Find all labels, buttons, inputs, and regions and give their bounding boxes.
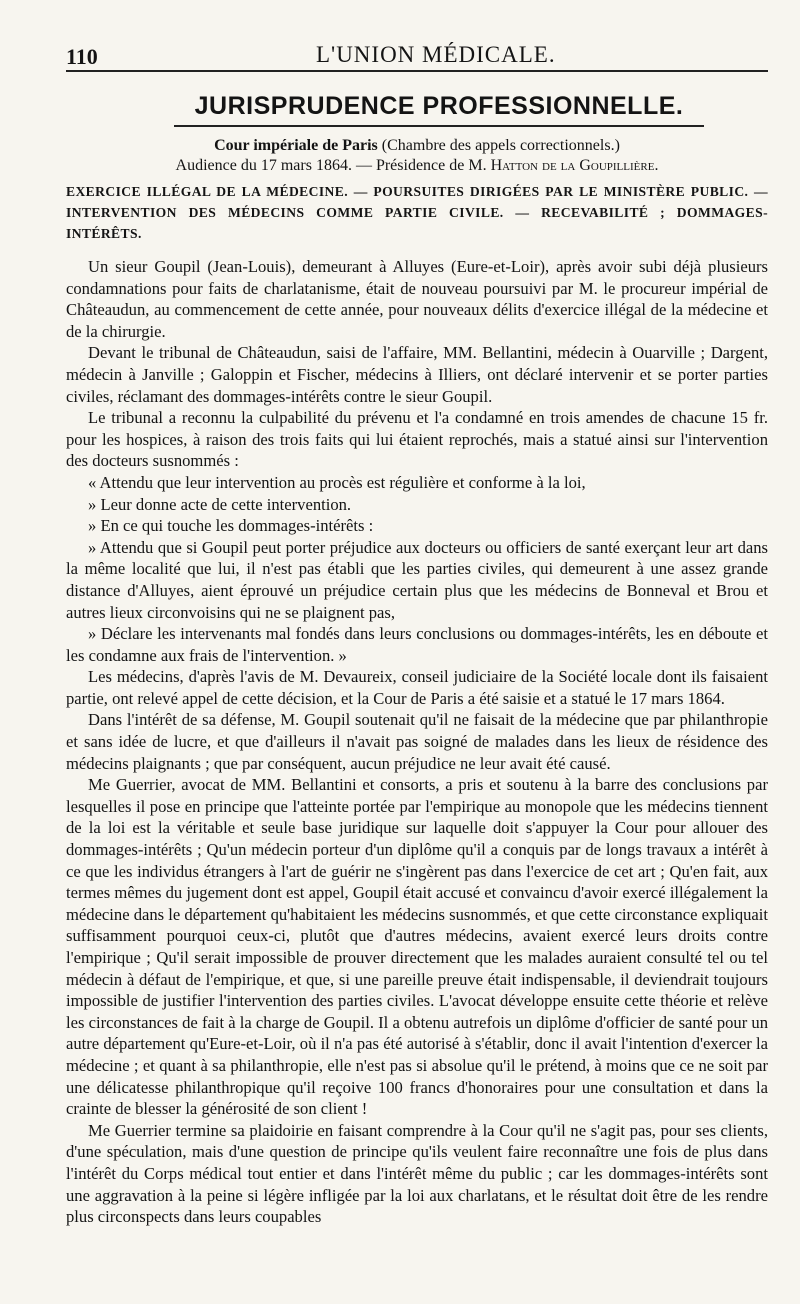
court-chamber: (Chambre des appels correctionnels.)	[377, 137, 620, 154]
page-number: 110	[66, 44, 98, 69]
judgment-quote: » Leur donne acte de cette intervention.	[88, 494, 352, 514]
audience-suffix: .	[654, 157, 659, 174]
judgment-quote: « Attendu que leur intervention au procès est régulière et conforme à la loi,	[88, 472, 586, 492]
judgment-quote: » Déclare les intervenants mal fondés dans leurs conclusions ou dommages-intérêts, les en déboute et les condamne aux frais de l'intervention. »	[66, 624, 768, 665]
paragraph: Dans l'intérêt de sa défense, M. Goupil soutenait qu'il ne faisait de la médecine que par philanthropie et sans idée de lucre, et que d'ailleurs il n'avait pas soigné de malades dans les lieux de résidence des médecins plaignants ; que par conséquent, aucun préjudice ne leur avait été causé.	[66, 710, 768, 773]
running-head: L'UNION MÉDICALE.	[316, 42, 556, 67]
case-headline: EXERCICE ILLÉGAL DE LA MÉDECINE. — POURSUITES DIRIGÉES PAR LE MINISTÈRE PUBLIC. — INTERVENTION DES MÉDECINS COMME PARTIE CIVILE. — RECEVABILITÉ ; DOMMAGES-INTÉRÊTS.	[66, 184, 768, 241]
paragraph: Me Guerrier termine sa plaidoirie en faisant comprendre à la Cour qu'il ne s'agit pas, pour ses clients, d'une spéculation, mais d'une question de principe qu'ils veulent faire reconnaître une fois de plus dans l'intérêt du Corps médical tout entier et dans l'intérêt même du public ; car les dommages-intérêts sont une aggravation à la peine si légère infligée par la loi aux charlatans, et le résultat doit être de les rendre plus circonspects dans leurs coupables	[66, 1120, 768, 1227]
paragraph: Les médecins, d'après l'avis de M. Devaureix, conseil judiciaire de la Société locale dont ils faisaient partie, ont relevé appel de cette décision, et la Cour de Paris a été saisie et a statué le 17 mars 1864.	[66, 667, 768, 708]
judgment-quote: » En ce qui touche les dommages-intérêts :	[88, 516, 374, 536]
court-name: Cour impériale de Paris	[214, 137, 378, 154]
paragraph: Le tribunal a reconnu la culpabilité du prévenu et l'a condamné en trois amendes de chacune 15 fr. pour les hospices, à raison des trois faits qui lui étaient reprochés, mais a statué ainsi sur l'intervention des docteurs susnommés :	[66, 408, 768, 471]
audience-prefix: Audience du 17 mars 1864. — Présidence de M.	[175, 157, 491, 174]
president-name: Hatton de la Goupillière	[490, 157, 655, 174]
section-title: JURISPRUDENCE PROFESSIONNELLE.	[174, 92, 704, 127]
paragraph: Devant le tribunal de Châteaudun, saisi de l'affaire, MM. Bellantini, médecin à Ouarville ; Dargent, médecin à Janville ; Galoppin et Fischer, médecins à Illiers, ont déclaré intervenir et se porter parties civiles, réclamant des dommages-intérêts contre le sieur Goupil.	[66, 343, 768, 406]
page-header	[66, 38, 768, 72]
court-line	[66, 137, 768, 155]
paragraph: Un sieur Goupil (Jean-Louis), demeurant à Alluyes (Eure-et-Loir), après avoir subi déjà plusieurs condamnations pour faits de charlatanisme, était de nouveau poursuivi par M. le procureur impérial de Châteaudun, au commencement de cette année, pour nouveaux délits d'exercice illégal de la médecine et de la chirurgie.	[66, 257, 768, 341]
judgment-quote: » Attendu que si Goupil peut porter préjudice aux docteurs ou officiers de santé exerçant leur art dans la même localité que lui, il n'est pas établi que les parties civiles, qui demeurent à une assez grande distance d'Alluyes, aient éprouvé un préjudice certain plus que les médecins de Bonneval et Brou et autres lieux circonvoisins qui ne se plaignent pas,	[66, 537, 768, 622]
paragraph: Me Guerrier, avocat de MM. Bellantini et consorts, a pris et soutenu à la barre des conclusions par lesquelles il pose en principe que l'atteinte portée par l'empirique au monopole que les médecins tiennent de la loi est la véritable et seule base juridique sur laquelle doit s'appuyer la Cour pour allouer des dommages-intérêts ; Qu'un médecin porteur d'un diplôme qu'il a conquis par de longs travaux a intérêt à ce que les individus étrangers à l'art de guérir ne s'ingèrent pas dans l'exercice de cet art ; Qu'en fait, aux termes mêmes du jugement dont est appel, Goupil était accusé et convaincu d'avoir exercé illégalement la médecine dans le département qu'habitaient les médecins susnommés, et que cette circonstance expliquait suffisamment pourquoi ceux-ci, plutôt que d'autres médecins, avaient exercé leurs droits contre l'empirique ; Qu'il serait impossible de prouver directement que les malades auraient consulté tel ou tel médecin à défaut de l'empirique, et que, si une pareille preuve était indispensable, il deviendrait toujours impossible de justifier l'intervention des parties civiles. L'avocat développe ensuite cette théorie et relève les circonstances de fait à la charge de Goupil. Il a obtenu autrefois un diplôme d'officier de santé pour un autre département qu'Eure-et-Loir, où il n'a pas été autorisé à s'établir, donc il avait l'intention d'exercer la médecine ; et quant à sa philanthropie, elle n'est pas si absolue qu'il le prétend, à moins que ce ne soit par une délicatesse philanthropique qu'il reçoive 100 francs d'honoraires pour une consultation et dans la crainte de blesser la générosité de son client !	[66, 775, 768, 1119]
audience-line	[66, 157, 768, 175]
article-body	[66, 256, 768, 1228]
